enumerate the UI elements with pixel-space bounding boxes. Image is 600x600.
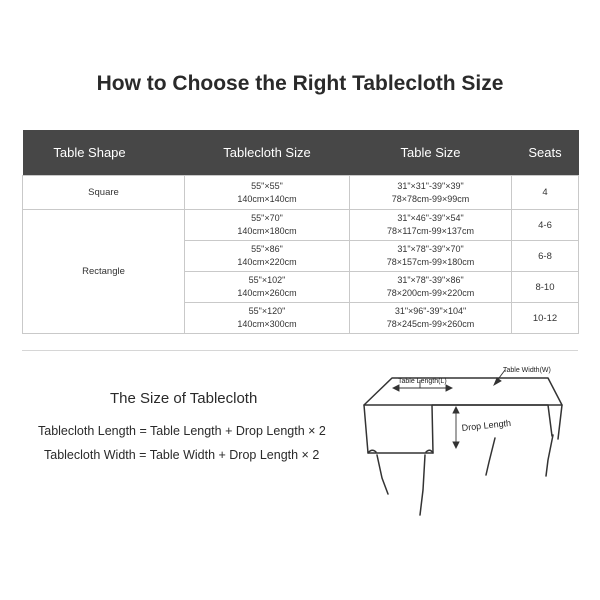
length-arrow-head-left bbox=[393, 385, 399, 391]
table-leg-back-left bbox=[486, 438, 495, 475]
table-size-inches: 31"×46"-39"×54" bbox=[397, 213, 464, 223]
section-subtitle: The Size of Tablecloth bbox=[110, 390, 258, 407]
drop-arrow-head-bottom bbox=[453, 442, 459, 448]
table-leg-front-right bbox=[420, 455, 425, 515]
seats-cell: 6-8 bbox=[512, 241, 579, 272]
table-size-inches: 31"×78"-39"×70" bbox=[397, 244, 464, 254]
label-table-length: Table Length(L) bbox=[398, 378, 447, 385]
table-size-cm: 78×200cm-99×220cm bbox=[386, 288, 475, 298]
table-leg-back-right bbox=[546, 435, 553, 476]
cloth-size-cm: 140cm×260cm bbox=[237, 288, 297, 298]
seats-cell: 4 bbox=[512, 176, 579, 210]
header-table-shape: Table Shape bbox=[23, 130, 185, 176]
shape-cell: Square bbox=[23, 176, 185, 210]
cloth-size-inches: 55"×55" bbox=[251, 180, 283, 191]
cloth-size-cm: 140cm×220cm bbox=[237, 257, 297, 267]
width-arrow-head bbox=[494, 378, 501, 385]
table-size-inches: 31"×78"-39"×86" bbox=[397, 275, 464, 285]
table-top bbox=[364, 378, 562, 405]
seats-cell: 4-6 bbox=[512, 210, 579, 241]
table-size-inches: 31"×96"-39"×104" bbox=[394, 306, 467, 316]
cloth-size-inches: 55"×120" bbox=[248, 306, 286, 316]
drop-arrow-head-top bbox=[453, 407, 459, 413]
cloth-size-inches: 55"×70" bbox=[251, 213, 283, 223]
header-seats: Seats bbox=[512, 130, 579, 176]
cloth-size-cm: 140cm×140cm bbox=[237, 193, 297, 204]
table-leg-front-left bbox=[377, 455, 388, 494]
label-table-width: Table Width(W) bbox=[503, 367, 551, 374]
seats-cell: 8-10 bbox=[512, 272, 579, 303]
formula-length: Tablecloth Length = Table Length + Drop Length × 2 bbox=[38, 424, 326, 438]
page-title: How to Choose the Right Tablecloth Size bbox=[96, 72, 504, 95]
table-size-inches: 31"×31"-39"×39" bbox=[397, 180, 464, 191]
cloth-size-inches: 55"×102" bbox=[248, 275, 286, 285]
table-size-cm: 78×117cm-99×137cm bbox=[387, 226, 474, 236]
formula-width: Tablecloth Width = Table Width + Drop Length × 2 bbox=[44, 448, 320, 462]
shape-cell: Rectangle bbox=[23, 210, 185, 334]
table-size-cm: 78×78cm-99×99cm bbox=[391, 193, 470, 204]
table-size-cm: 78×157cm-99×180cm bbox=[386, 257, 475, 267]
header-tablecloth-size: Tablecloth Size bbox=[185, 130, 350, 176]
header-table-size: Table Size bbox=[350, 130, 512, 176]
length-arrow-head-right bbox=[446, 385, 452, 391]
seats-cell: 10-12 bbox=[512, 303, 579, 334]
table-size-cm: 78×245cm-99×260cm bbox=[386, 319, 475, 329]
cloth-size-cm: 140cm×300cm bbox=[237, 319, 297, 329]
cloth-size-inches: 55"×86" bbox=[251, 244, 283, 254]
cloth-size-cm: 140cm×180cm bbox=[237, 226, 297, 236]
label-drop-length: Drop Length bbox=[461, 417, 512, 433]
